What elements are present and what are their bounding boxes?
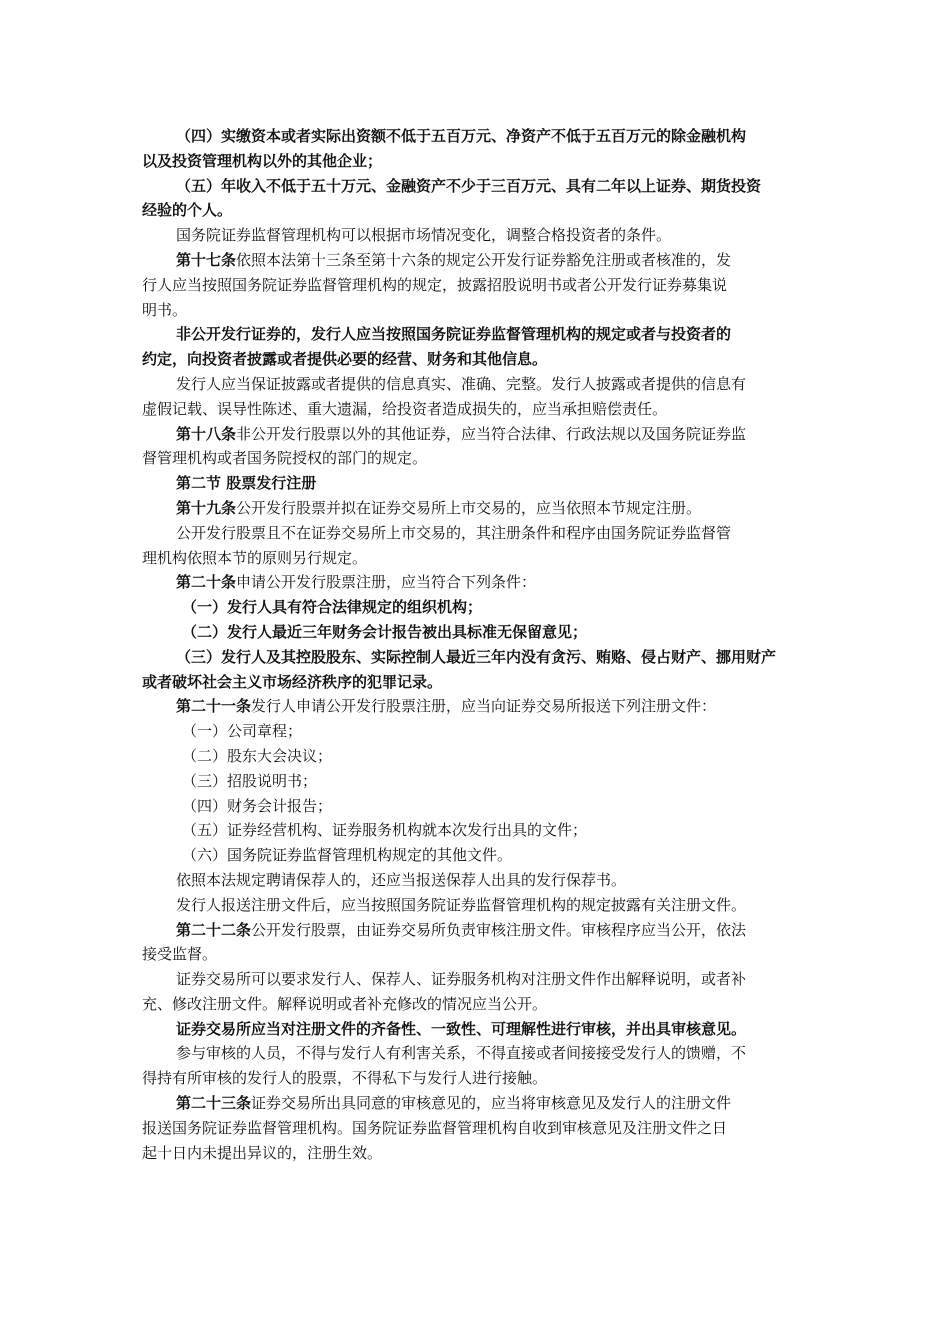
line-text: 督管理机构或者国务院授权的部门的规定。 [142,449,428,468]
text-line [142,595,808,620]
text-line [142,149,808,174]
text-line [142,198,808,223]
text-line [142,1091,808,1116]
line-text: 申请公开发行股票注册，应当符合下列条件： [236,573,537,592]
text-line [142,496,808,521]
line-text: 第二节 股票发行注册 [176,474,317,493]
paragraph [142,471,808,496]
text-line [142,1041,808,1066]
text-line [142,744,808,769]
paragraph [142,1041,808,1091]
text-line [142,446,808,471]
text-line [142,818,808,843]
line-text: 起十日内未提出异议的，注册生效。 [142,1143,383,1162]
paragraph [142,868,808,893]
line-text: 以及投资管理机构以外的其他企业； [142,151,383,170]
line-text: 发行人申请公开发行股票注册，应当向证券交易所报送下列注册文件： [251,697,717,716]
text-line [142,942,808,967]
text-line [142,620,808,645]
line-text: （五）证券经营机构、证券服务机构就本次发行出具的文件； [182,821,588,840]
line-text: 公开发行股票，由证券交易所负责审核注册文件。审核程序应当公开，依法 [251,920,747,939]
line-text: 理机构依照本节的原则另行规定。 [142,548,368,567]
line-text: （三）发行人及其控股股东、实际控制人最近三年内没有贪污、贿赂、侵占财产、挪用财产 [176,647,777,666]
paragraph [142,818,808,843]
text-line [142,521,808,546]
text-line [142,546,808,571]
line-text: 接受监督。 [142,945,218,964]
article-heading: 第二十二条 [176,920,252,939]
line-text: 依照本法第十三条至第十六条的规定公开发行证券豁免注册或者核准的，发 [236,250,732,269]
article-paragraph [142,496,808,521]
paragraph [142,744,808,769]
article-heading: 第二十一条 [176,697,252,716]
text-line [142,1141,808,1166]
paragraph [142,372,808,422]
line-text: （一）发行人具有符合法律规定的组织机构； [182,598,483,617]
paragraph [142,794,808,819]
text-line [142,471,808,496]
paragraph [142,223,808,248]
line-text: （三）招股说明书； [182,771,318,790]
article-paragraph [142,248,808,322]
text-line [142,273,808,298]
paragraph [142,645,808,695]
text-line [142,422,808,447]
paragraph [142,893,808,918]
text-line [142,124,808,149]
text-line [142,347,808,372]
paragraph [142,521,808,571]
text-line [142,570,808,595]
line-text: 依照本法规定聘请保荐人的，还应当报送保荐人出具的发行保荐书。 [176,870,627,889]
text-line [142,868,808,893]
text-line [142,248,808,273]
paragraph [142,124,808,174]
line-text: （五）年收入不低于五十万元、金融资产不少于三百万元、具有二年以上证券、期货投资 [176,176,762,195]
line-text: 报送国务院证券监督管理机构。国务院证券监督管理机构自收到审核意见及注册文件之日 [142,1118,728,1137]
line-text: （一）公司章程； [182,722,303,741]
document-page [142,124,808,1165]
line-text: 非公开发行证券的，发行人应当按照国务院证券监督管理机构的规定或者与投资者的 [176,325,732,344]
line-text: 明书。 [142,300,188,319]
article-heading: 第二十条 [176,573,237,592]
text-line [142,694,808,719]
line-text: （二）股东大会决议； [182,746,333,765]
paragraph [142,769,808,794]
line-text: （二）发行人最近三年财务会计报告被出具标准无保留意见； [182,622,588,641]
article-paragraph [142,1091,808,1165]
text-line [142,298,808,323]
line-text: 国务院证券监督管理机构可以根据市场情况变化，调整合格投资者的条件。 [176,226,672,245]
article-paragraph [142,422,808,472]
paragraph [142,174,808,224]
text-line [142,1066,808,1091]
line-text: 得持有所审核的发行人的股票，不得私下与发行人进行接触。 [142,1069,548,1088]
line-text: 经验的个人。 [142,201,233,220]
paragraph [142,967,808,1017]
line-text: 非公开发行股票以外的其他证券，应当符合法律、行政法规以及国务院证券监 [236,424,747,443]
line-text: 证券交易所应当对注册文件的齐备性、一致性、可理解性进行审核，并出具审核意见。 [176,1019,747,1038]
text-line [142,397,808,422]
text-line [142,918,808,943]
article-heading: 第十八条 [176,424,237,443]
text-line [142,670,808,695]
text-line [142,174,808,199]
line-text: 虚假记载、误导性陈述、重大遗漏，给投资者造成损失的，应当承担赔偿责任。 [142,399,668,418]
article-paragraph [142,570,808,595]
text-line [142,372,808,397]
paragraph [142,843,808,868]
line-text: （四）财务会计报告； [182,796,333,815]
line-text: （六）国务院证券监督管理机构规定的其他文件。 [182,846,513,865]
paragraph [142,719,808,744]
article-heading: 第二十三条 [176,1094,252,1113]
text-line [142,1017,808,1042]
text-line [142,1116,808,1141]
paragraph [142,1017,808,1042]
line-text: 充、修改注册文件。解释说明或者补充修改的情况应当公开。 [142,994,548,1013]
line-text: 公开发行股票且不在证券交易所上市交易的，其注册条件和程序由国务院证券监督管 [176,523,732,542]
text-line [142,769,808,794]
paragraph [142,595,808,620]
line-text: 参与审核的人员，不得与发行人有利害关系，不得直接或者间接接受发行人的馈赠，不 [176,1044,747,1063]
text-line [142,992,808,1017]
text-line [142,223,808,248]
line-text: 发行人报送注册文件后，应当按照国务院证券监督管理机构的规定披露有关注册文件。 [176,895,747,914]
text-line [142,719,808,744]
article-heading: 第十九条 [176,498,237,517]
article-paragraph [142,694,808,719]
article-paragraph [142,918,808,968]
line-text: 约定，向投资者披露或者提供必要的经营、财务和其他信息。 [142,350,548,369]
paragraph [142,322,808,372]
article-heading: 第十七条 [176,250,237,269]
text-line [142,967,808,992]
line-text: 行人应当按照国务院证券监督管理机构的规定，披露招股说明书或者公开发行证券募集说 [142,275,728,294]
line-text: 公开发行股票并拟在证券交易所上市交易的，应当依照本节规定注册。 [236,498,702,517]
text-line [142,322,808,347]
text-line [142,843,808,868]
line-text: 发行人应当保证披露或者提供的信息真实、准确、完整。发行人披露或者提供的信息有 [176,374,747,393]
line-text: （四）实缴资本或者实际出资额不低于五百万元、净资产不低于五百万元的除金融机构 [176,127,747,145]
line-text: 证券交易所出具同意的审核意见的，应当将审核意见及发行人的注册文件 [251,1094,732,1113]
line-text: 或者破坏社会主义市场经济秩序的犯罪记录。 [142,672,443,691]
text-line [142,645,808,670]
text-line [142,794,808,819]
line-text: 证券交易所可以要求发行人、保荐人、证券服务机构对注册文件作出解释说明，或者补 [176,970,747,989]
paragraph [142,620,808,645]
text-line [142,893,808,918]
